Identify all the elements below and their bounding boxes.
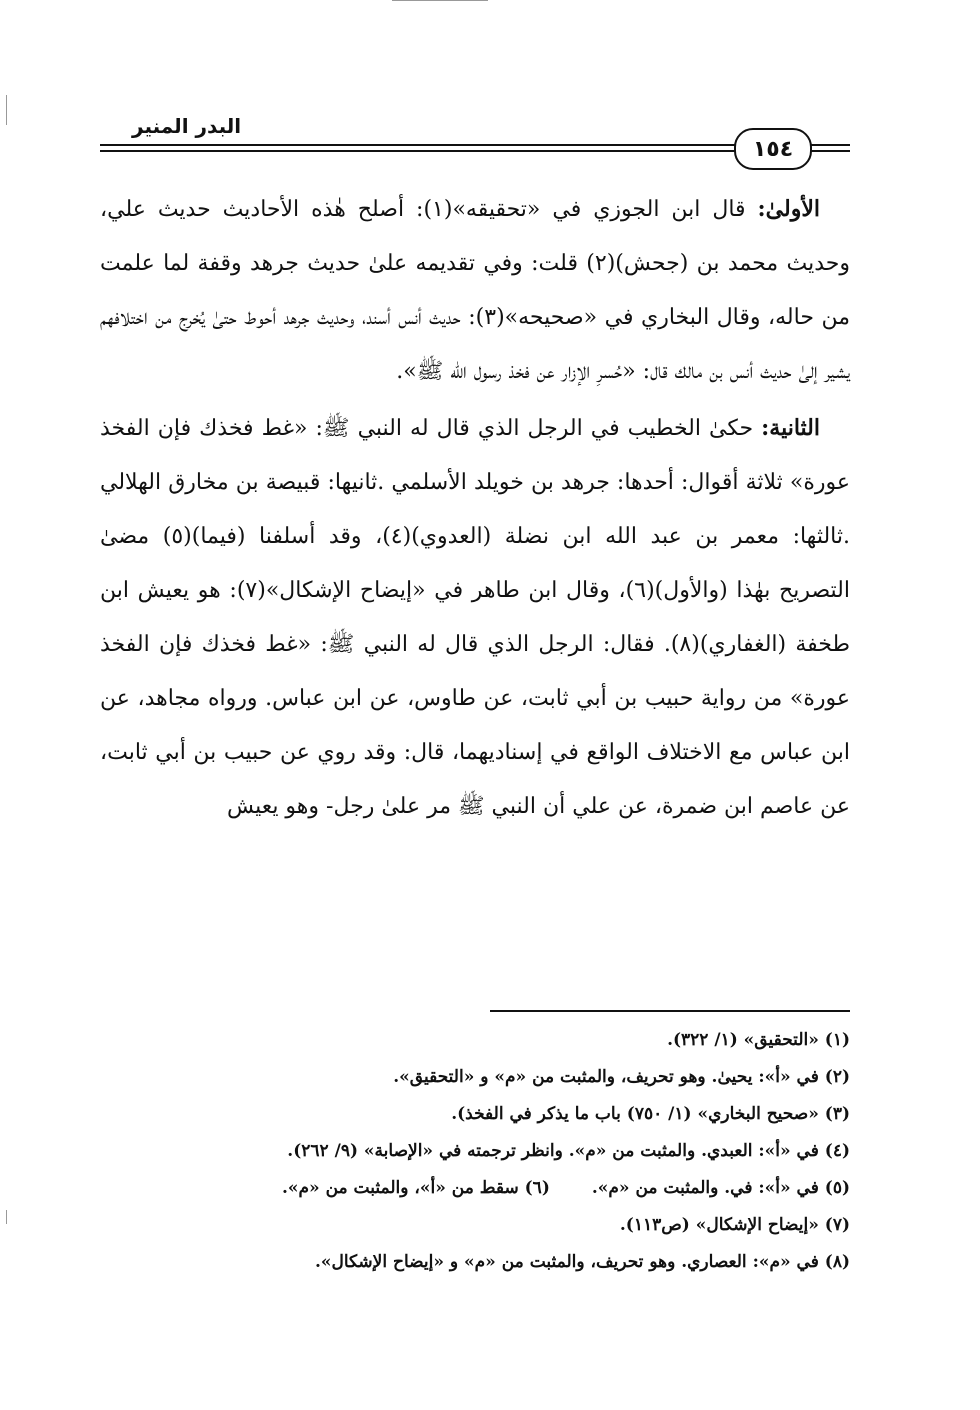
book-title: البدر المنير: [132, 114, 242, 138]
running-header: [100, 112, 850, 162]
footnote: (٣) «صحيح البخاري» (١/ ٧٥٠) باب ما يذكر في الفخذ).: [451, 1104, 850, 1124]
paragraph-lead: الأولىٰ:: [757, 196, 820, 222]
page-number: ١٥٤: [734, 128, 812, 170]
footnote: (٤) في «أ»: العبدي. والمثبت من «م». وانظر ترجمته في «الإصابة» (٩/ ٢٦٢).: [287, 1141, 850, 1161]
footnote: (٨) في «م»: العصاري. وهو تحريف، والمثبت من «م» و «إيضاح الإشكال».: [314, 1252, 850, 1272]
footnote: (٥) في «أ»: في. والمثبت من «م».: [591, 1178, 850, 1198]
footnote: (١) «التحقيق» (١/ ٣٢٢).: [667, 1030, 850, 1050]
header-rule: [100, 150, 750, 152]
footnote-separator: [490, 1010, 850, 1012]
paragraph-lead: الثانية:: [761, 415, 820, 441]
paragraph: [100, 401, 850, 834]
left-margin-mark: [6, 95, 7, 125]
main-text: [100, 182, 850, 836]
footnote: (٧) «إيضاح الإشكال» (ص١١٣).: [619, 1215, 850, 1235]
header-rule: [100, 144, 750, 146]
footnote: (٦) سقط من «أ»، والمثبت من «م».: [281, 1178, 550, 1198]
left-margin-mark: [6, 1210, 7, 1224]
header-rule: [810, 144, 850, 146]
paragraph: [100, 182, 850, 399]
footnote-pair: [100, 1170, 850, 1207]
paragraph-text: قال ابن الجوزي في «تحقيقه»(١): أصلح هٰذه الأحاديث حديث علي، وحديث محمد بن (جحش)(٢) قلت: وفي تقديمه علىٰ حديث جرهد وقفة لما علمت من حاله، وقال البخاري في «صحيحه»(٣): حديث أنس أسند، وحديث جرهد أحوط حتىٰ يُخرج من اختلافهم يشير إلىٰ حديث أنس بن مالك قال: «حُسرِ الإزار عن فخذ رسول الله ﷺ».: [100, 197, 850, 384]
footnote: (٢) في «أ»: يحيىٰ. وهو تحريف، والمثبت من «م» و «التحقيق».: [393, 1067, 850, 1087]
paragraph-text: حكىٰ الخطيب في الرجل الذي قال له النبي ﷺ: «غط فخذك فإن الفخذ عورة» ثلاثة أقوال: أحدها: جرهد بن خويلد الأسلمي .ثانيها: قبيصة بن مخارق الهلالي .ثالثها: معمر بن عبد الله ابن نضلة (العدوي)(٤)، وقد أسلفنا (فيما)(٥) مضىٰ التصريح بهٰذا (والأول)(٦)، وقال ابن طاهر في «إيضاح الإشكال»(٧): هو يعيش ابن طخفة (الغفاري)(٨). فقال: الرجل الذي قال له النبي ﷺ: «غط فخذك فإن الفخذ عورة» من رواية حبيب بن أبي ثابت، عن طاوس، عن ابن عباس. ورواه مجاهد، عن ابن عباس مع الاختلاف الواقع في إسناديهما، قال: وقد روي عن حبيب بن أبي ثابت، عن عاصم ابن ضمرة، عن علي أن النبي ﷺ مر علىٰ رجل- وهو يعيش: [100, 416, 850, 819]
top-edge-line: [392, 0, 488, 1]
header-rule: [810, 150, 850, 152]
footnotes: [100, 1022, 850, 1281]
